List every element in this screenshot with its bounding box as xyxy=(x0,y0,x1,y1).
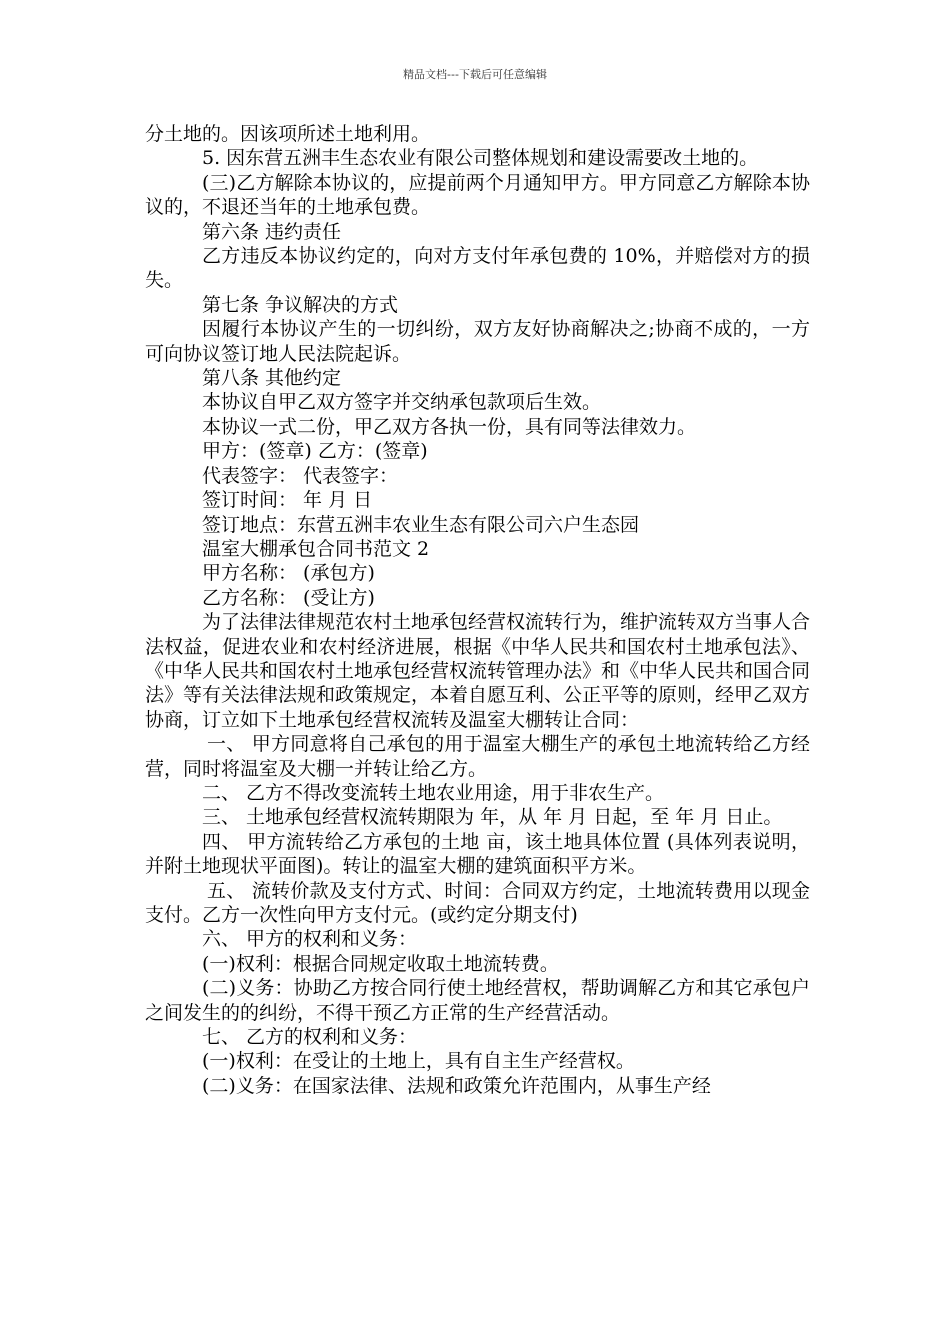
section-heading: 第七条 争议解决的方式 xyxy=(202,293,399,316)
paragraph: 分土地的。因该项所述土地利用。 xyxy=(145,123,431,145)
paragraph: 乙方违反本协议约定的，向对方支付年承包费的 10%，并赔偿对方的损失。 xyxy=(145,245,810,292)
sub-clause: (一)权利：在受让的土地上，具有自主生产经营权。 xyxy=(202,1050,635,1073)
clause: 六、 甲方的权利和义务： xyxy=(202,928,418,951)
sub-clause: (一)权利：根据合同规定收取土地流转费。 xyxy=(202,952,559,975)
signing-date: 签订时间： 年 月 日 xyxy=(202,489,373,512)
clause: 七、 乙方的权利和义务： xyxy=(202,1026,418,1049)
page-header: 精品文档---下载后可任意编辑 xyxy=(403,68,547,81)
paragraph: 本协议自甲乙双方签字并交纳承包款项后生效。 xyxy=(202,391,602,414)
document-body xyxy=(145,122,810,1098)
document-subtitle: 温室大棚承包合同书范文 2 xyxy=(202,537,430,560)
clause: 三、 土地承包经营权流转期限为 年，从 年 月 日起，至 年 月 日止。 xyxy=(202,806,783,829)
sub-clause: (二)义务：协助乙方按合同行使土地经营权，帮助调解乙方和其它承包户之间发生的的纠纷，不得干预乙方正常的生产经营活动。 xyxy=(145,977,810,1024)
signature-line: 代表签字： 代表签字： xyxy=(202,464,399,487)
paragraph: (三)乙方解除本协议的，应提前两个月通知甲方。甲方同意乙方解除本协议的，不退还当年的土地承包费。 xyxy=(145,171,810,219)
section-heading: 第六条 违约责任 xyxy=(202,220,342,243)
paragraph: 为了法律法律规范农村土地承包经营权流转行为，维护流转双方当事人合法权益，促进农业和农村经济进展，根据《中华人民共和国农村土地承包法》、《中华人民共和国农村土地承包经营权流转管理办法》和《中华人民共和国合同法》等有关法律法规和政策规定，本着自愿互利、公正平等的原则，经甲乙双方协商，订立如下土地承包经营权流转及温室大棚转让合同： xyxy=(145,611,811,731)
clause: 五、 流转价款及支付方式、时间：合同双方约定，土地流转费用以现金支付。乙方一次性向甲方支付元。(或约定分期支付) xyxy=(145,879,810,926)
party-b-name: 乙方名称： (受让方) xyxy=(202,586,375,609)
clause: 一、 甲方同意将自己承包的用于温室大棚生产的承包土地流转给乙方经营，同时将温室及大棚一并转让给乙方。 xyxy=(145,733,810,780)
sub-clause: (二)义务：在国家法律、法规和政策允许范围内，从事生产经 xyxy=(202,1074,711,1097)
paragraph: 本协议一式二份，甲乙双方各执一份，具有同等法律效力。 xyxy=(202,415,697,438)
section-heading: 第八条 其他约定 xyxy=(202,367,342,390)
signature-line: 甲方：(签章) 乙方：(签章) xyxy=(202,440,428,463)
clause: 二、 乙方不得改变流转土地农业用途，用于非农生产。 xyxy=(202,781,665,804)
paragraph: 5. 因东营五洲丰生态农业有限公司整体规划和建设需要改土地的。 xyxy=(202,147,759,170)
party-a-name: 甲方名称： (承包方) xyxy=(202,562,375,585)
clause: 四、 甲方流转给乙方承包的土地 亩，该土地具体位置 (具体列表说明，并附土地现状平面图)。转让的温室大棚的建筑面积平方米。 xyxy=(145,830,810,878)
signing-place: 签订地点：东营五洲丰农业生态有限公司六户生态园 xyxy=(202,513,640,536)
paragraph: 因履行本协议产生的一切纠纷，双方友好协商解决之;协商不成的，一方可向协议签订地人民法院起诉。 xyxy=(145,318,810,365)
